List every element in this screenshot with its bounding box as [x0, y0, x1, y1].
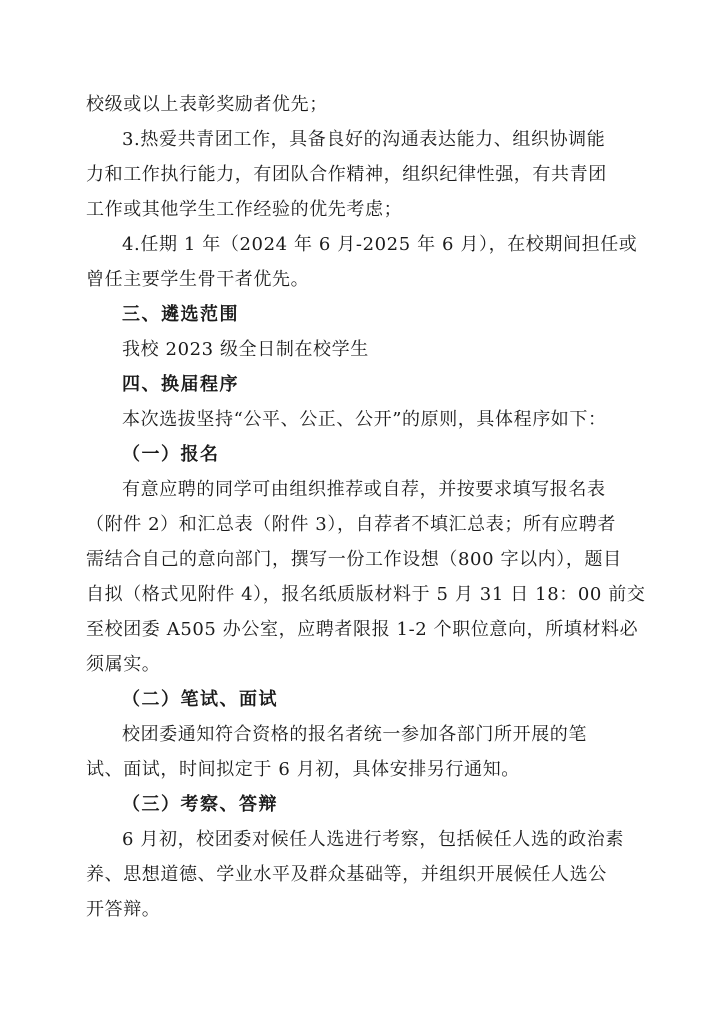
section-heading: 三、遴选范围: [122, 304, 239, 325]
subsection-heading: （一）报名: [122, 444, 220, 465]
text-line: 需结合自己的意向部门，撰写一份工作设想（800 字以内），题目: [86, 549, 622, 570]
text-line: 4.任期 1 年（2024 年 6 月-2025 年 6 月），在校期间担任或: [122, 234, 638, 255]
text-line: （附件 2）和汇总表（附件 3），自荐者不填汇总表；所有应聘者: [86, 514, 616, 535]
text-line: 我校 2023 级全日制在校学生: [122, 339, 369, 360]
text-line: 须属实。: [86, 654, 161, 675]
text-line: 校级或以上表彰奖励者优先；: [86, 94, 328, 115]
text-line: 曾任主要学生骨干者优先。: [86, 269, 310, 290]
text-line: 至校团委 A505 办公室，应聘者限报 1-2 个职位意向，所填材料必: [86, 619, 639, 640]
text-line: 开答辩。: [86, 899, 161, 920]
text-line: 力和工作执行能力，有团队合作精神，组织纪律性强，有共青团: [86, 164, 607, 185]
section-heading: 四、换届程序: [122, 374, 239, 395]
text-line: 有意应聘的同学可由组织推荐或自荐，并按要求填写报名表: [122, 479, 606, 500]
text-line: 本次选拔坚持“公平、公正、公开”的原则，具体程序如下：: [122, 409, 607, 430]
text-line: 3.热爱共青团工作，具备良好的沟通表达能力、组织协调能: [122, 129, 606, 150]
text-line: 6 月初，校团委对候任人选进行考察，包括候任人选的政治素: [122, 829, 624, 850]
subsection-heading: （二）笔试、面试: [122, 689, 278, 710]
text-line: 自拟（格式见附件 4），报名纸质版材料于 5 月 31 日 18：00 前交: [86, 584, 646, 605]
text-line: 工作或其他学生工作经验的优先考虑；: [86, 199, 403, 220]
text-line: 校团委通知符合资格的报名者统一参加各部门所开展的笔: [122, 724, 587, 745]
text-line: 试、面试，时间拟定于 6 月初，具体安排另行通知。: [86, 759, 520, 780]
subsection-heading: （三）考察、答辩: [122, 794, 278, 815]
text-line: 养、思想道德、学业水平及群众基础等，并组织开展候任人选公: [86, 864, 607, 885]
